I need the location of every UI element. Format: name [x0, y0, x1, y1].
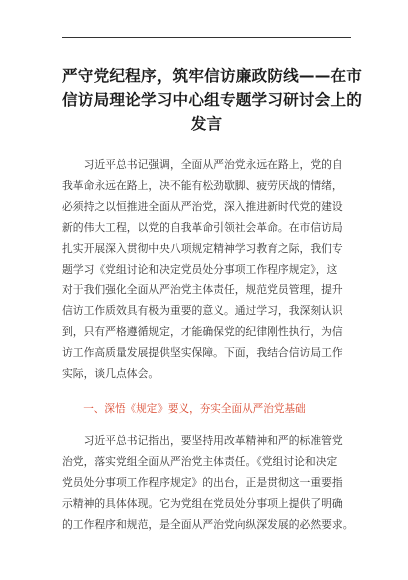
text-line: 访工作高质量发展提供坚实保障。下面，我结合信访局工作 — [62, 346, 343, 360]
text-line: 新的伟大工程，以党的自我革命引领社会革命。在市信访局 — [62, 220, 343, 234]
text-line: 习近平总书记强调，全面从严治党永远在路上，党的自 — [83, 158, 343, 171]
text-line: 实际，谈几点体会。 — [62, 367, 160, 381]
document-title — [62, 0, 363, 136]
section-paragraph — [62, 431, 354, 536]
text-line: 必须持之以恒推进全面从严治党，深入推进新时代党的建设 — [62, 199, 343, 213]
text-line: 治党，落实党组全面从严治党主体责任。《党组讨论和决定 — [62, 454, 338, 468]
section-heading: 一、深悟《规定》要义，夯实全面从严治党基础 — [83, 402, 306, 415]
title-line: 发言 — [190, 115, 223, 133]
document-body — [62, 155, 354, 536]
intro-paragraph — [62, 155, 351, 385]
text-line: 党员处分事项工作程序规定》的出台，正是贯彻这一重要指 — [62, 475, 343, 489]
title-line: 信访局理论学习中心组专题学习研讨会上的 — [62, 91, 363, 109]
text-line: 到，只有严格遵循规定，才能确保党的纪律刚性执行，为信 — [62, 325, 343, 339]
text-line: 我革命永远在路上，决不能有松劲歇脚、疲劳厌战的情绪， — [62, 178, 343, 192]
text-line: 对于我们强化全面从严治党主体责任，规范党员管理，提升 — [62, 283, 343, 297]
text-line: 习近平总书记指出，要坚持用改革精神和严的标准管党 — [83, 433, 343, 447]
text-line: 扎实开展深入贯彻中央八项规定精神学习教育之际，我们专 — [62, 241, 343, 255]
text-line: 示精神的具体体现。它为党组在党员处分事项上提供了明确 — [62, 496, 343, 510]
header-rule — [62, 37, 351, 38]
text-line: 信访工作质效具有极为重要的意义。通过学习，我深刻认识 — [62, 304, 343, 318]
title-line: 严守党纪程序，筑牢信访廉政防线——在市 — [62, 67, 363, 85]
text-line: 题学习《党组讨论和决定党员处分事项工作程序规定》，这 — [62, 262, 338, 276]
text-line: 的工作程序和规范，是全面从严治党向纵深发展的必然要求。 — [62, 517, 354, 531]
